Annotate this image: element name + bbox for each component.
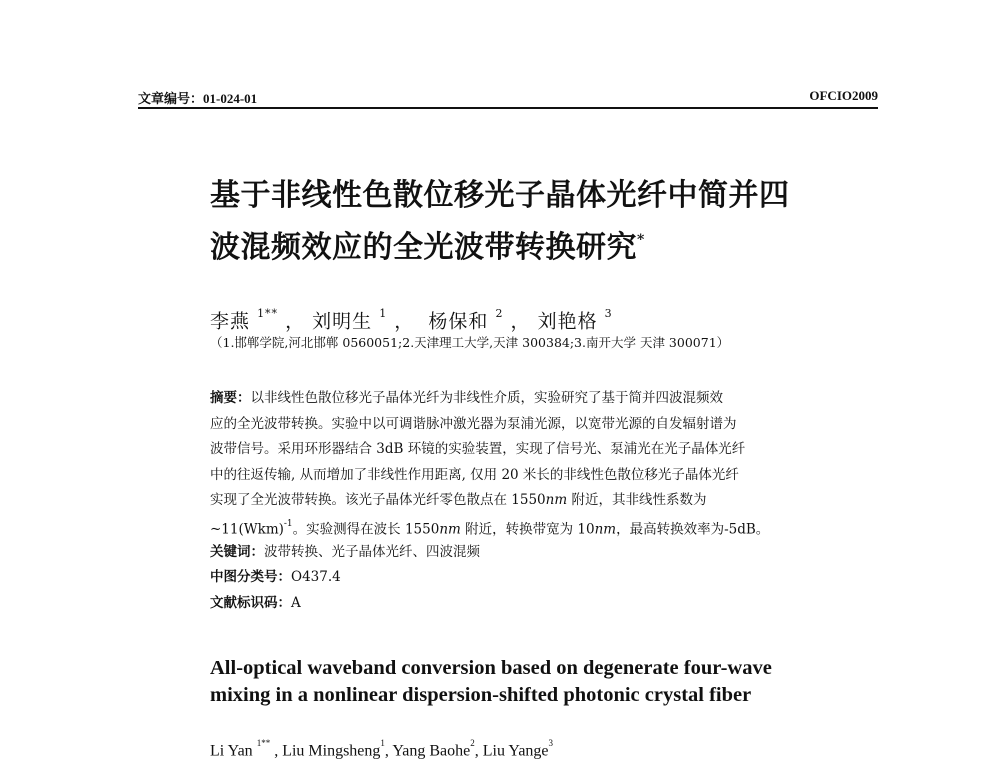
abstract-line: 应的全光波带转换。实验中以可调谐脉冲激光器为泵浦光源，以宽带光源的自发辐射谱为 xyxy=(210,415,737,432)
english-author-name: Yang Baohe xyxy=(392,742,471,760)
english-author-sup: 2 xyxy=(470,738,475,748)
clc-number xyxy=(210,565,804,591)
doc-code-label: 文献标识码： xyxy=(210,594,291,611)
author-name: 刘明生 xyxy=(312,310,373,333)
keywords-value: 波带转换、光子晶体光纤、四波混频 xyxy=(264,543,480,560)
english-title xyxy=(210,655,810,709)
clc-value: O437.4 xyxy=(291,569,341,586)
abstract-line: ~11(Wkm)$^{-1}$。实验测得在波长 1550nm 附近，转换带宽为 10nm，最高转换效率为-5dB。 xyxy=(210,518,770,538)
english-author-sup: 1** xyxy=(256,738,271,748)
affiliations: （1.邯郸学院,河北邯郸 0560051;2.天津理工大学,天津 300384;3.南开大学 天津 300071） xyxy=(210,335,730,350)
author-sup: 1 xyxy=(379,307,388,320)
keywords-label: 关键词： xyxy=(210,543,264,560)
title-line-2: 波混频效应的全光波带转换研究* xyxy=(210,230,645,265)
english-author-name: Li Yan xyxy=(210,742,253,760)
english-title-line-1: All-optical waveband conversion based on degenerate four-wave xyxy=(210,657,772,679)
article-number: 文章编号：01-024-01 xyxy=(138,91,258,106)
abstract-block xyxy=(210,386,804,616)
document-code xyxy=(210,591,804,617)
abstract-label: 摘要： xyxy=(210,390,251,406)
page-header xyxy=(138,88,878,108)
abstract-line: 摘要：以非线性色散位移光子晶体光纤为非线性介质，实验研究了基于简并四波混频效 xyxy=(210,390,723,406)
author-name: 杨保和 xyxy=(428,310,489,333)
conference-code: OFCIO2009 xyxy=(809,88,878,103)
author-separator: ， xyxy=(394,310,415,333)
english-author-sup: 3 xyxy=(548,738,554,748)
abstract-line: 中的往返传输, 从而增加了非线性作用距离, 仅用 20 米长的非线性色散位移光子晶体光纤 xyxy=(210,466,739,483)
english-author-name: Liu Yange xyxy=(482,742,549,760)
clc-label: 中图分类号： xyxy=(210,569,291,586)
english-title-line-2: mixing in a nonlinear dispersion-shifted photonic crystal fiber xyxy=(210,684,752,706)
header-divider xyxy=(138,107,878,109)
title-footnote-mark: * xyxy=(637,232,645,248)
doc-code-value: A xyxy=(291,594,301,611)
paper-title xyxy=(210,170,850,274)
author-sup: 1** xyxy=(257,307,279,320)
author-list xyxy=(210,304,850,334)
author-sup: 2 xyxy=(495,307,504,320)
author-name: 李燕 xyxy=(210,310,251,333)
title-line-1: 基于非线性色散位移光子晶体光纤中简并四 xyxy=(210,178,790,213)
author-separator: ， xyxy=(285,310,306,333)
abstract-line: 实现了全光波带转换。该光子晶体光纤零色散点在 1550nm 附近，其非线性系数为 xyxy=(210,492,707,509)
english-author-name: Liu Mingsheng xyxy=(282,742,381,760)
author-separator: ， xyxy=(510,310,531,333)
author-sup: 3 xyxy=(604,307,613,320)
abstract-line: 波带信号。采用环形器结合 3dB 环镜的实验装置，实现了信号光、泵浦光在光子晶体光纤 xyxy=(210,441,746,458)
keywords xyxy=(210,540,804,566)
english-author-list: Li Yan $^{1**}$ , Liu Mingsheng$^1$, Yang Baohe$^2$, Liu Yange$^3$ xyxy=(210,738,554,760)
author-name: 刘艳格 xyxy=(537,310,598,333)
english-author-sup: 1 xyxy=(380,738,385,748)
